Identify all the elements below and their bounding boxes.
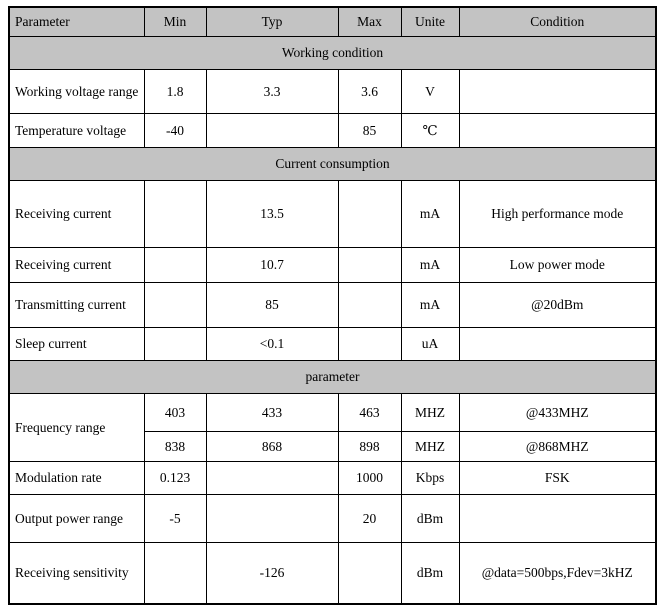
cell-unite: dBm: [401, 543, 459, 604]
cell-typ: 13.5: [206, 181, 338, 248]
section-header-working-condition: [9, 37, 656, 70]
cell-condition: [459, 495, 656, 543]
cell-typ: -126: [206, 543, 338, 604]
cell-unite: MHZ: [401, 394, 459, 432]
cell-max: [338, 328, 401, 361]
column-header-unite: Unite: [401, 7, 459, 37]
cell-typ: [206, 462, 338, 495]
cell-max: 3.6: [338, 70, 401, 114]
cell-max: [338, 181, 401, 248]
column-header-max: Max: [338, 7, 401, 37]
section-title: parameter: [9, 361, 656, 394]
table-row: [9, 70, 656, 114]
column-header-min: Min: [144, 7, 206, 37]
table-row: [9, 328, 656, 361]
cell-typ: <0.1: [206, 328, 338, 361]
cell-min: -40: [144, 114, 206, 148]
cell-condition: FSK: [459, 462, 656, 495]
cell-condition: Low power mode: [459, 248, 656, 283]
cell-condition: @433MHZ: [459, 394, 656, 432]
table-row: [9, 462, 656, 495]
cell-parameter: Output power range: [9, 495, 144, 543]
cell-parameter: Modulation rate: [9, 462, 144, 495]
cell-min: [144, 328, 206, 361]
cell-condition: [459, 114, 656, 148]
cell-parameter: Receiving sensitivity: [9, 543, 144, 604]
cell-unite: mA: [401, 283, 459, 328]
section-header-current-consumption: [9, 148, 656, 181]
cell-unite: Kbps: [401, 462, 459, 495]
cell-min: [144, 181, 206, 248]
cell-max: [338, 543, 401, 604]
cell-parameter: Transmitting current: [9, 283, 144, 328]
cell-parameter: Working voltage range: [9, 70, 144, 114]
cell-min: -5: [144, 495, 206, 543]
cell-typ: 868: [206, 432, 338, 462]
cell-unite: mA: [401, 248, 459, 283]
cell-typ: 433: [206, 394, 338, 432]
cell-condition: @20dBm: [459, 283, 656, 328]
cell-condition: [459, 328, 656, 361]
specification-table: [8, 6, 657, 605]
cell-typ: [206, 495, 338, 543]
cell-max: [338, 248, 401, 283]
cell-parameter: Receiving current: [9, 248, 144, 283]
cell-condition: @868MHZ: [459, 432, 656, 462]
cell-min: 1.8: [144, 70, 206, 114]
table-row: [9, 181, 656, 248]
cell-min: 0.123: [144, 462, 206, 495]
cell-typ: 3.3: [206, 70, 338, 114]
cell-max: 463: [338, 394, 401, 432]
cell-condition: @data=500bps,Fdev=3kHZ: [459, 543, 656, 604]
cell-min: 403: [144, 394, 206, 432]
cell-unite: dBm: [401, 495, 459, 543]
cell-parameter: Frequency range: [9, 394, 144, 462]
cell-max: 1000: [338, 462, 401, 495]
table-row: [9, 248, 656, 283]
cell-typ: 10.7: [206, 248, 338, 283]
cell-unite: uA: [401, 328, 459, 361]
cell-max: 898: [338, 432, 401, 462]
specification-table-container: [8, 6, 655, 605]
cell-parameter: Receiving current: [9, 181, 144, 248]
table-row: [9, 283, 656, 328]
table-header-row: [9, 7, 656, 37]
table-row: [9, 394, 656, 432]
cell-parameter: Temperature voltage: [9, 114, 144, 148]
cell-min: [144, 283, 206, 328]
cell-typ: 85: [206, 283, 338, 328]
cell-unite: ℃: [401, 114, 459, 148]
cell-unite: MHZ: [401, 432, 459, 462]
cell-max: [338, 283, 401, 328]
cell-min: 838: [144, 432, 206, 462]
column-header-parameter: Parameter: [9, 7, 144, 37]
table-row: [9, 495, 656, 543]
section-title: Current consumption: [9, 148, 656, 181]
column-header-typ: Typ: [206, 7, 338, 37]
cell-max: 85: [338, 114, 401, 148]
table-row: [9, 543, 656, 604]
cell-parameter: Sleep current: [9, 328, 144, 361]
cell-min: [144, 248, 206, 283]
cell-unite: mA: [401, 181, 459, 248]
cell-condition: [459, 70, 656, 114]
cell-min: [144, 543, 206, 604]
section-header-parameter: [9, 361, 656, 394]
cell-typ: [206, 114, 338, 148]
table-row: [9, 114, 656, 148]
cell-max: 20: [338, 495, 401, 543]
cell-condition: High performance mode: [459, 181, 656, 248]
column-header-condition: Condition: [459, 7, 656, 37]
section-title: Working condition: [9, 37, 656, 70]
cell-unite: V: [401, 70, 459, 114]
